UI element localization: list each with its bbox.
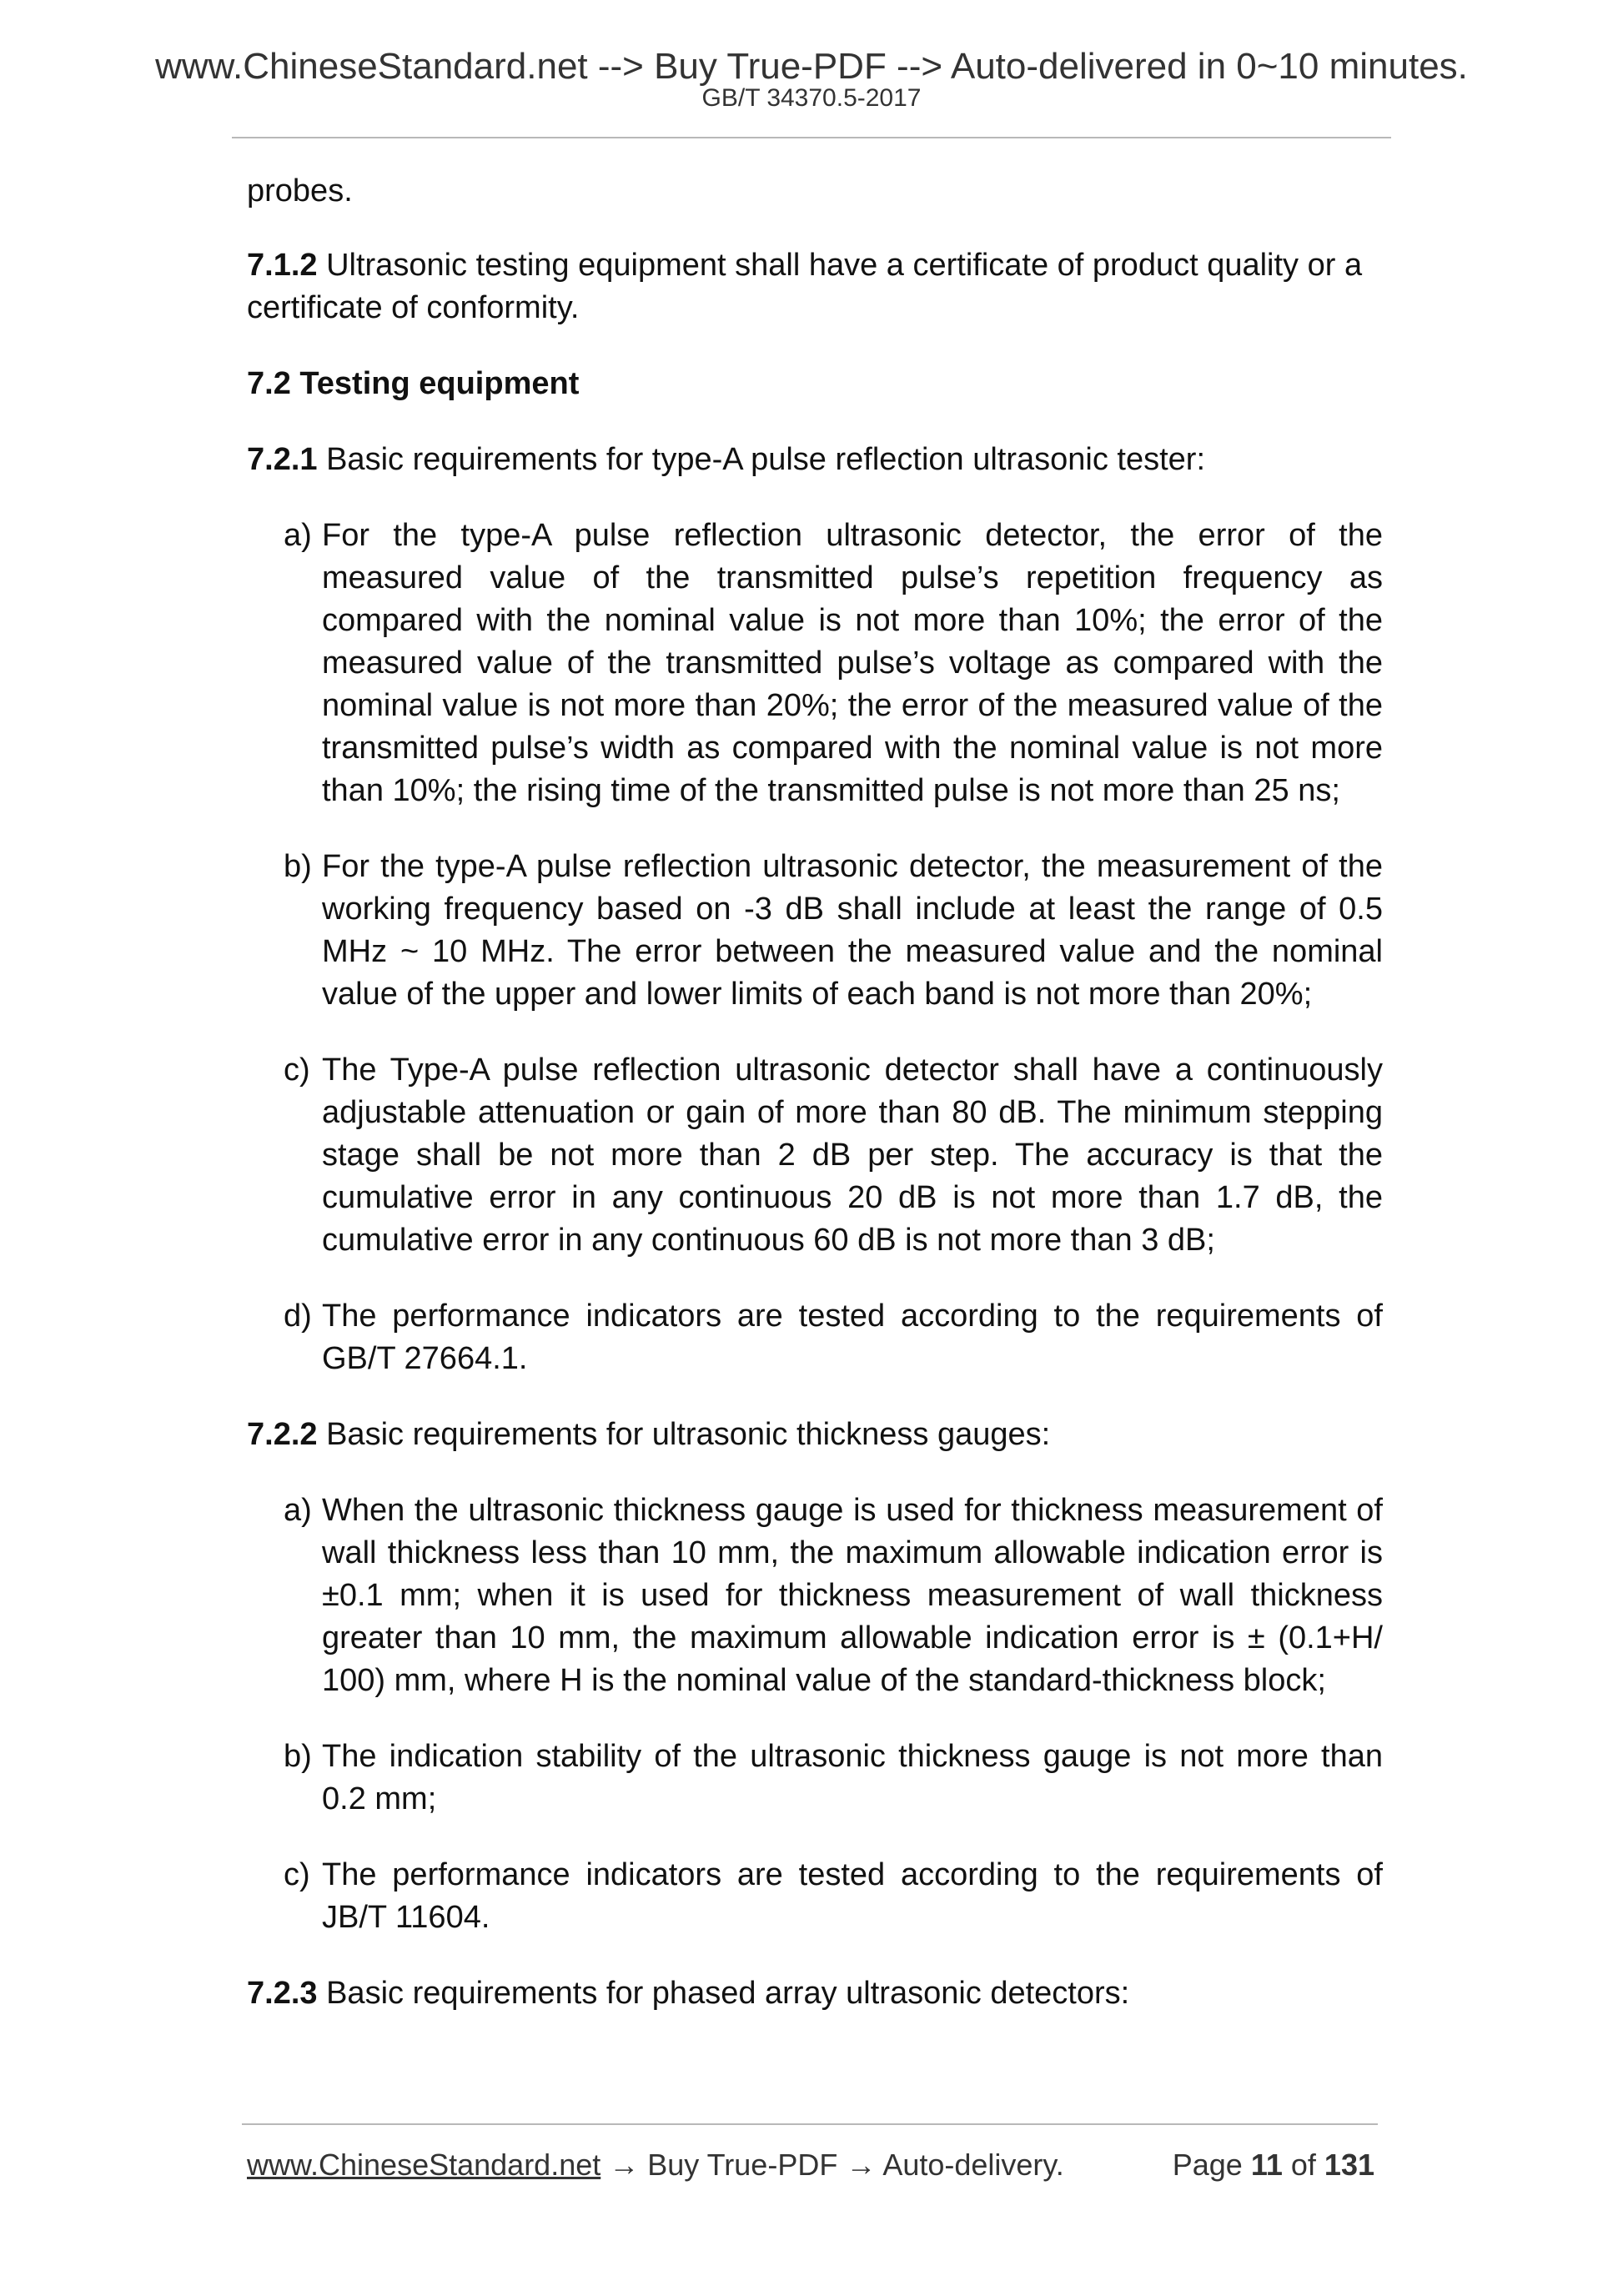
clause-text: Ultrasonic testing equipment shall have a certificate of product quality or a certificate of conformity. [247,248,1363,325]
list-text: For the type-A pulse reflection ultrasonic detector, the measurement of the working frequency based on -3 dB shall include at least the range of 0.5 MHz ~ 10 MHz. The error between the measured value and the nominal value of the upper and lower limits of each band is not more than 20%; [322,849,1383,1012]
list-text: The Type-A pulse reflection ultrasonic detector shall have a continuously adjustable attenuation or gain of more than 80 dB. The minimum stepping stage shall be not more than 2 dB per step. The accuracy is that the cumulative error in any continuous 20 dB is not more than 1.7 dB, the cumulative error in any continuous 60 dB is not more than 3 dB; [322,1053,1383,1258]
list-label: b) [284,1739,312,1774]
list-text: The performance indicators are tested according to the requirements of JB/T 11604. [322,1857,1383,1935]
header-divider [232,137,1391,138]
page-word: Page [1172,2148,1251,2182]
footer-left [247,2147,1064,2183]
clause-7-2-2 [247,1414,1383,1456]
list-label: d) [284,1299,312,1334]
current-page: 11 [1250,2148,1283,2182]
total-pages: 131 [1324,2148,1374,2182]
list-item-7-2-1-a [284,515,1383,812]
list-item-7-2-2-b [284,1736,1383,1821]
clause-number: 7.1.2 [247,248,318,283]
list-item-7-2-1-d [284,1295,1383,1380]
footer-tagline: → Buy True-PDF → Auto-delivery. [600,2148,1064,2182]
list-label: c) [284,1857,310,1892]
clause-text: Basic requirements for type-A pulse reflection ultrasonic tester: [317,442,1206,477]
document-id: GB/T 34370.5-2017 [701,84,922,112]
paragraph-probes: probes. [247,173,353,208]
clause-number: 7.2.2 [247,1417,318,1452]
clause-number: 7.2.1 [247,442,318,477]
list-text: When the ultrasonic thickness gauge is used for thickness measurement of wall thickness less than 10 mm, the maximum allowable indication error is ±0.1 mm; when it is used for thickness measurement of wall thickness greater than 10 mm, the maximum allowable indication error is ± (0.1+H/ 100) mm, where H is the nominal value of the standard-thickness block; [322,1493,1383,1698]
list-label: c) [284,1053,310,1088]
clause-7-2-1 [247,439,1383,481]
clause-number: 7.2.3 [247,1976,318,2011]
clause-7-2-3 [247,1972,1383,2015]
list-item-7-2-1-c [284,1049,1383,1262]
clause-text: Basic requirements for phased array ultrasonic detectors: [317,1976,1130,2011]
page-content [247,170,1383,2048]
header-banner: www.ChineseStandard.net --> Buy True-PDF --> Auto-delivered in 0~10 minutes. [155,46,1468,87]
page-indicator [1173,2147,1374,2183]
list-label: a) [284,518,312,553]
clause-7-1-2 [247,244,1383,329]
list-text: The indication stability of the ultrasonic thickness gauge is not more than 0.2 mm; [322,1739,1383,1816]
list-item-7-2-2-c [284,1854,1383,1939]
footer-divider [242,2123,1378,2125]
list-label: a) [284,1493,312,1528]
section-heading-7-2: 7.2 Testing equipment [247,366,580,401]
list-text: The performance indicators are tested according to the requirements of GB/T 27664.1. [322,1299,1383,1376]
list-item-7-2-2-a [284,1490,1383,1702]
footer-site-link[interactable]: www.ChineseStandard.net [247,2148,601,2182]
list-text: For the type-A pulse reflection ultrasonic detector, the error of the measured value of the transmitted pulse’s repetition frequency as compared with the nominal value is not more than 10%; the error of the measured value of the transmitted pulse’s voltage as compared with the nominal value is not more than 20%; the error of the measured value of the transmitted pulse’s width as compared with the nominal value is not more than 10%; the rising time of the transmitted pulse is not more than 25 ns; [322,518,1383,808]
list-item-7-2-1-b [284,846,1383,1016]
clause-text: Basic requirements for ultrasonic thickness gauges: [317,1417,1051,1452]
of-word: of [1282,2148,1324,2182]
list-label: b) [284,849,312,884]
